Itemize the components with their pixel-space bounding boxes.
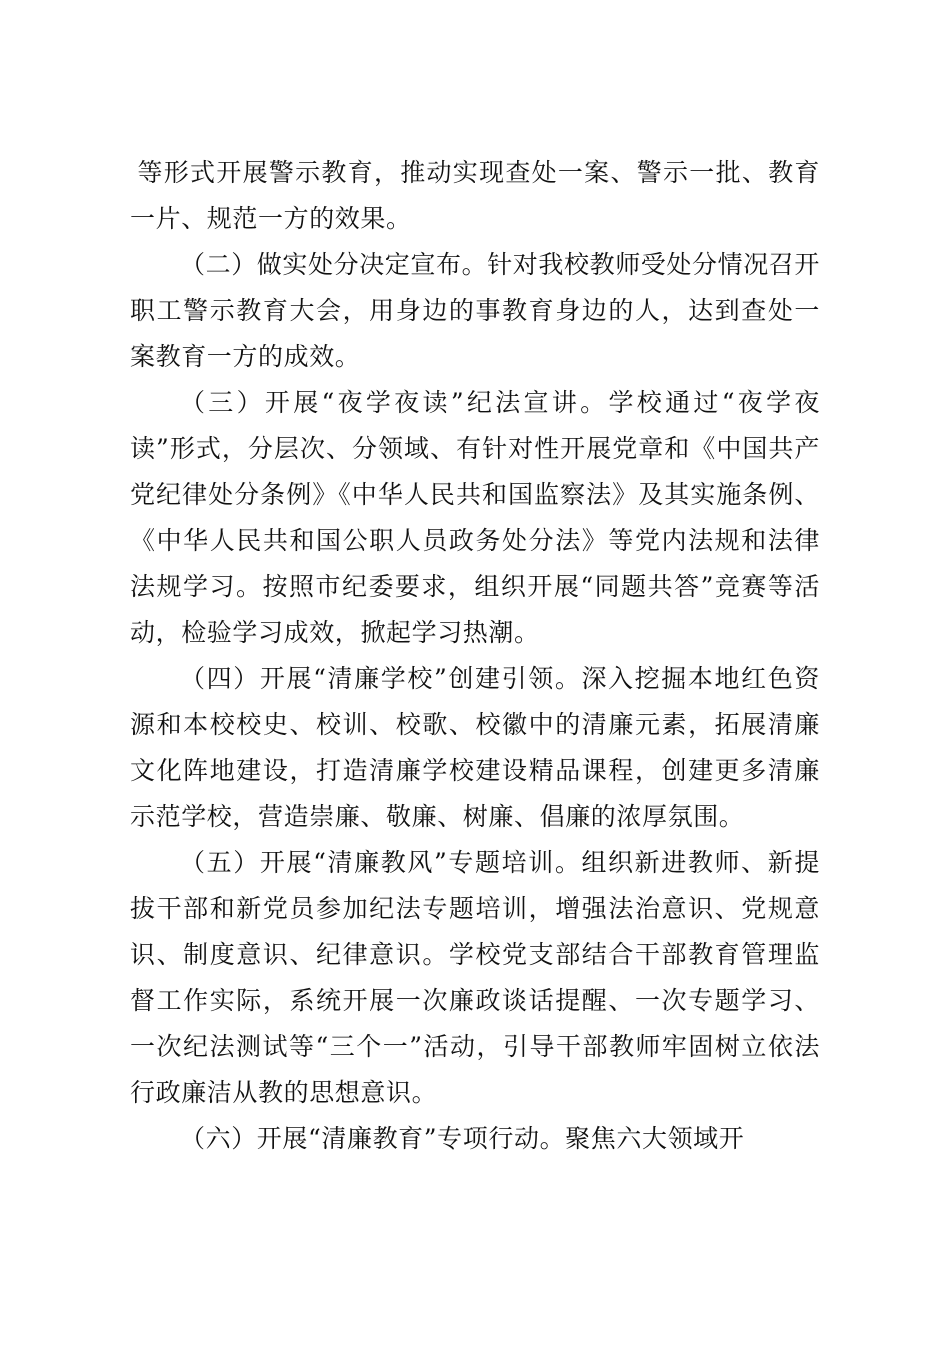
paragraph-section-3: （三）开展“夜学夜读”纪法宣讲。学校通过“夜学夜读”形式，分层次、分领域、有针对性开展党章和《中国共产党纪律处分条例》《中华人民共和国监察法》及其实施条例、《中华人民共和国公职人员政务处分法》等党内法规和法律法规学习。按照市纪委要求，组织开展“同题共答”竞赛等活动，检验学习成效，掀起学习热潮。 [130, 388, 820, 647]
document-body [130, 150, 820, 1162]
paragraph-continuation: 等形式开展警示教育，推动实现查处一案、警示一批、教育一片、规范一方的效果。 [130, 158, 820, 233]
paragraph-section-5: （五）开展“清廉教风”专题培训。组织新进教师、新提拔干部和新党员参加纪法专题培训，增强法治意识、党规意识、制度意识、纪律意识。学校党支部结合干部教育管理监督工作实际，系统开展一次廉政谈话提醒、一次专题学习、一次纪法测试等“三个一”活动，引导干部教师牢固树立依法行政廉洁从教的思想意识。 [130, 848, 820, 1107]
paragraph-section-6: （六）开展“清廉教育”专项行动。聚焦六大领域开 [180, 1124, 745, 1153]
paragraph-section-4: （四）开展“清廉学校”创建引领。深入挖掘本地红色资源和本校校史、校训、校歌、校徽中的清廉元素，拓展清廉文化阵地建设，打造清廉学校建设精品课程，创建更多清廉示范学校，营造崇廉、敬廉、树廉、倡廉的浓厚氛围。 [130, 664, 820, 831]
paragraph-section-2: （二）做实处分决定宣布。针对我校教师受处分情况召开职工警示教育大会，用身边的事教育身边的人，达到查处一案教育一方的成效。 [130, 250, 821, 371]
